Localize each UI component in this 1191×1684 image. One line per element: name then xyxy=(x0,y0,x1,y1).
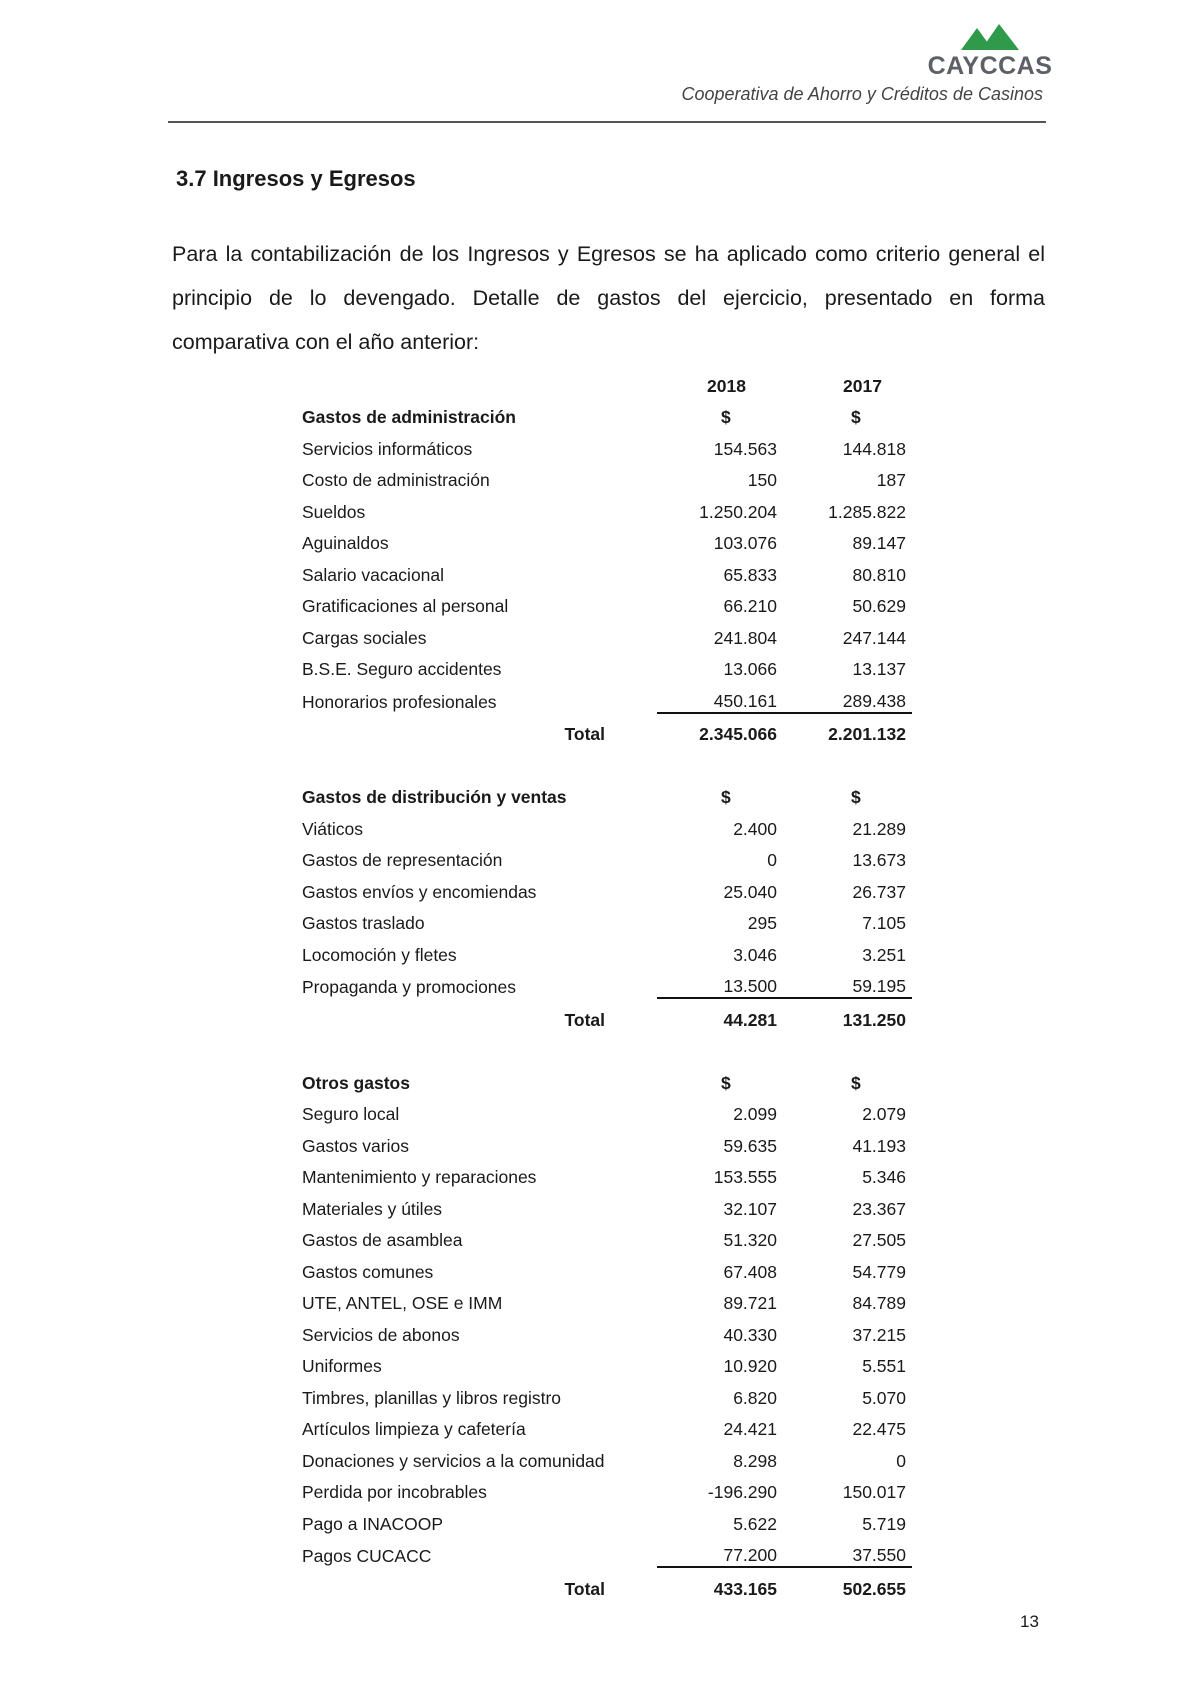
spacer-cell xyxy=(302,745,912,777)
value-2017: 21.289 xyxy=(852,818,906,839)
row-label: Gastos traslado xyxy=(302,913,425,933)
table-row xyxy=(302,840,912,872)
value-2017: 26.737 xyxy=(852,881,906,902)
value-2018: 66.210 xyxy=(723,596,777,616)
table-row xyxy=(302,966,912,999)
value-2018: 25.040 xyxy=(723,881,777,902)
row-label: Salario vacacional xyxy=(302,564,445,585)
row-label: Viáticos xyxy=(302,818,363,839)
total-row xyxy=(302,998,912,1031)
currency-2018: $ xyxy=(721,407,731,427)
currency-2018: $ xyxy=(721,787,731,807)
total-row xyxy=(302,1567,912,1600)
value-2018: 24.421 xyxy=(723,1419,777,1439)
value-2018: 150 xyxy=(747,470,777,490)
value-2017: 1.285.822 xyxy=(828,501,906,522)
spacer-cell xyxy=(302,1031,912,1063)
row-label: Materiales y útiles xyxy=(302,1198,443,1219)
year-2018-header: 2018 xyxy=(707,375,746,396)
value-2018: 65.833 xyxy=(723,564,777,585)
value-2018: 153.555 xyxy=(713,1167,777,1187)
total-label: Total xyxy=(564,724,605,744)
currency-2018: $ xyxy=(721,1072,731,1093)
row-label: B.S.E. Seguro accidentes xyxy=(302,659,502,679)
total-label: Total xyxy=(564,1009,605,1030)
table-row xyxy=(302,1283,912,1315)
header-subtitle: Cooperativa de Ahorro y Créditos de Casinos xyxy=(681,84,1043,104)
group-header-row xyxy=(302,1062,912,1094)
value-2017: 13.137 xyxy=(852,659,906,679)
value-2018: 295 xyxy=(747,913,777,933)
table-row xyxy=(302,680,912,713)
value-2017: 84.789 xyxy=(852,1293,906,1313)
total-2018: 44.281 xyxy=(657,998,803,1031)
value-2017: 7.105 xyxy=(862,913,906,933)
table-row xyxy=(302,1409,912,1441)
value-2017: 27.505 xyxy=(852,1230,906,1250)
value-2017: 3.251 xyxy=(862,944,906,965)
year-2017-header: 2017 xyxy=(843,375,882,396)
value-2018: 5.622 xyxy=(733,1513,777,1534)
table-row xyxy=(302,1440,912,1472)
table-row xyxy=(302,1220,912,1252)
value-2017: 50.629 xyxy=(852,596,906,616)
value-2017: 23.367 xyxy=(852,1198,906,1219)
table-row xyxy=(302,586,912,618)
value-2017: 41.193 xyxy=(852,1135,906,1156)
value-2018: 40.330 xyxy=(723,1324,777,1345)
table-row xyxy=(302,1157,912,1189)
value-2017: 54.779 xyxy=(852,1261,906,1282)
value-2017: 22.475 xyxy=(852,1419,906,1439)
value-2017: 37.215 xyxy=(852,1324,906,1345)
table-row xyxy=(302,1094,912,1126)
row-label: Gastos de representación xyxy=(302,850,503,870)
total-2017: 502.655 xyxy=(803,1567,912,1600)
value-2018: 59.635 xyxy=(723,1135,777,1156)
value-2018: 154.563 xyxy=(713,438,777,459)
mountains-icon xyxy=(961,24,1019,50)
value-2017: 5.346 xyxy=(862,1167,906,1187)
row-label: Seguro local xyxy=(302,1104,400,1124)
intro-paragraph: Para la contabilización de los Ingresos y Egresos se ha aplicado como criterio general el principio de lo devengado. Detalle de gastos del ejercicio, presentado en forma comparativa con el año anterior: xyxy=(172,242,1045,354)
row-label: Artículos limpieza y cafetería xyxy=(302,1419,526,1439)
value-2017: 13.673 xyxy=(852,850,906,870)
value-2018: 89.721 xyxy=(723,1293,777,1313)
total-label: Total xyxy=(564,1578,605,1599)
group-title: Otros gastos xyxy=(302,1072,410,1093)
row-label: Pagos CUCACC xyxy=(302,1546,432,1566)
row-label: Locomoción y fletes xyxy=(302,944,457,965)
value-2018: 32.107 xyxy=(723,1198,777,1219)
table-row xyxy=(302,1251,912,1283)
row-label: Gastos varios xyxy=(302,1135,409,1156)
table-row xyxy=(302,1188,912,1220)
total-row xyxy=(302,713,912,746)
year-header-spacer xyxy=(302,365,657,397)
value-2018: 2.400 xyxy=(733,818,777,839)
row-label: UTE, ANTEL, OSE e IMM xyxy=(302,1293,503,1313)
header-divider xyxy=(168,121,1046,123)
table-row xyxy=(302,649,912,681)
table-row xyxy=(302,1535,912,1568)
table-row xyxy=(302,871,912,903)
table-row xyxy=(302,1314,912,1346)
value-2017: 59.195 xyxy=(852,976,906,996)
total-2018: 2.345.066 xyxy=(657,713,803,746)
table-row xyxy=(302,1503,912,1535)
row-label: Gastos envíos y encomiendas xyxy=(302,881,537,902)
value-2017: 144.818 xyxy=(842,438,906,459)
table-row xyxy=(302,934,912,966)
row-label: Propaganda y promociones xyxy=(302,977,517,997)
value-2018: 6.820 xyxy=(733,1387,777,1408)
row-label: Gastos comunes xyxy=(302,1261,434,1282)
logo-text: CAYCCAS xyxy=(927,52,1053,80)
value-2017: 187 xyxy=(876,470,906,490)
table-row xyxy=(302,523,912,555)
total-2017: 131.250 xyxy=(803,998,912,1031)
table-row xyxy=(302,554,912,586)
table-row xyxy=(302,1346,912,1378)
value-2018: 8.298 xyxy=(733,1450,777,1471)
value-2017: 37.550 xyxy=(852,1545,906,1565)
value-2017: 150.017 xyxy=(842,1482,906,1502)
value-2017: 80.810 xyxy=(852,564,906,585)
row-label: Mantenimiento y reparaciones xyxy=(302,1167,537,1187)
row-label: Servicios informáticos xyxy=(302,438,473,459)
row-label: Honorarios profesionales xyxy=(302,691,497,712)
row-label: Donaciones y servicios a la comunidad xyxy=(302,1450,605,1471)
row-label: Timbres, planillas y libros registro xyxy=(302,1387,562,1408)
value-2018: 241.804 xyxy=(713,627,777,648)
group-title: Gastos de administración xyxy=(302,407,516,427)
group-spacer xyxy=(302,1031,912,1063)
row-label: Uniformes xyxy=(302,1356,382,1376)
value-2018: 13.066 xyxy=(723,659,777,679)
currency-2017: $ xyxy=(851,787,861,807)
table-row xyxy=(302,1472,912,1504)
cayccas-logo xyxy=(925,24,1055,80)
row-label: Gratificaciones al personal xyxy=(302,596,509,616)
value-2017: 5.070 xyxy=(862,1387,906,1408)
group-header-row xyxy=(302,777,912,809)
value-2018: 67.408 xyxy=(723,1261,777,1282)
value-2018: 2.099 xyxy=(733,1104,777,1124)
value-2018: -196.290 xyxy=(707,1482,777,1502)
row-label: Cargas sociales xyxy=(302,627,427,648)
row-label: Gastos de asamblea xyxy=(302,1230,463,1250)
table-row xyxy=(302,617,912,649)
value-2017: 247.144 xyxy=(842,627,906,648)
row-label: Servicios de abonos xyxy=(302,1324,460,1345)
value-2018: 10.920 xyxy=(723,1356,777,1376)
value-2018: 103.076 xyxy=(713,533,777,553)
row-label: Sueldos xyxy=(302,501,366,522)
value-2018: 13.500 xyxy=(723,976,777,996)
value-2017: 0 xyxy=(896,1450,906,1471)
row-label: Aguinaldos xyxy=(302,533,389,553)
value-2018: 0 xyxy=(767,850,777,870)
table-row xyxy=(302,428,912,460)
expenses-table xyxy=(302,365,912,1600)
value-2018: 51.320 xyxy=(723,1230,777,1250)
table-row xyxy=(302,460,912,492)
currency-2017: $ xyxy=(851,407,861,427)
group-spacer xyxy=(302,745,912,777)
group-header-row xyxy=(302,397,912,429)
table-row xyxy=(302,1377,912,1409)
year-header-row xyxy=(302,365,912,397)
currency-2017: $ xyxy=(851,1072,861,1093)
row-label: Pago a INACOOP xyxy=(302,1513,444,1534)
table-row xyxy=(302,1125,912,1157)
value-2018: 1.250.204 xyxy=(699,501,777,522)
value-2017: 289.438 xyxy=(842,690,906,711)
row-label: Perdida por incobrables xyxy=(302,1482,487,1502)
table-row xyxy=(302,491,912,523)
value-2017: 89.147 xyxy=(852,533,906,553)
total-2018: 433.165 xyxy=(657,1567,803,1600)
group-title: Gastos de distribución y ventas xyxy=(302,787,567,807)
section-title: 3.7 Ingresos y Egresos xyxy=(176,166,416,191)
page-number: 13 xyxy=(1020,1612,1039,1631)
value-2018: 3.046 xyxy=(733,944,777,965)
row-label: Costo de administración xyxy=(302,470,490,490)
value-2017: 5.719 xyxy=(862,1513,906,1534)
value-2017: 2.079 xyxy=(862,1104,906,1124)
value-2018: 77.200 xyxy=(723,1545,777,1565)
total-2017: 2.201.132 xyxy=(803,713,912,746)
table-row xyxy=(302,903,912,935)
table-row xyxy=(302,808,912,840)
value-2018: 450.161 xyxy=(713,690,777,711)
value-2017: 5.551 xyxy=(862,1356,906,1376)
